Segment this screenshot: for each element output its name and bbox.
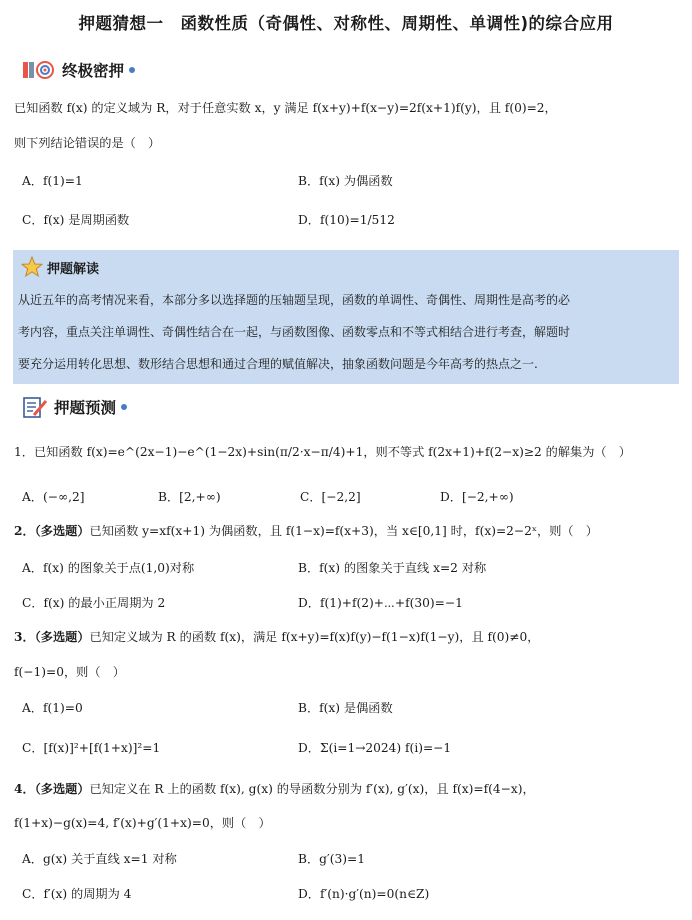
q1-option-c[interactable]: C．[−2,2] bbox=[300, 490, 361, 504]
interpretation-line1: 从近五年的高考情况来看，本部分多以选择题的压轴题呈现，函数的单调性、奇偶性、周期性是高考的必 bbox=[18, 293, 571, 307]
section-dot-icon bbox=[121, 404, 127, 410]
q2-option-d[interactable]: D．f(1)+f(2)+⋯+f(30)=−1 bbox=[298, 596, 463, 610]
q2-number: 2． bbox=[14, 524, 35, 538]
q4-option-c[interactable]: C．f′(x) 的周期为 4 bbox=[22, 887, 132, 901]
q0-option-a[interactable]: A．f(1)=1 bbox=[22, 174, 83, 188]
q4-tag: （多选题） bbox=[34, 782, 90, 796]
q0-option-d[interactable]: D．f(10)=1/512 bbox=[298, 213, 395, 227]
q3-stem-line1 bbox=[14, 629, 539, 645]
q2-stem bbox=[14, 523, 598, 539]
interpretation-label: 押题解读 bbox=[47, 261, 100, 277]
q3-stem-text: 已知定义域为 R 的函数 f(x)，满足 f(x+y)=f(x)f(y)−f(1−x)f(1−y)，且 f(0)≠0， bbox=[89, 630, 540, 644]
q0-stem-line1: 已知函数 f(x) 的定义域为 R，对于任意实数 x，y 满足 f(x+y)+f(x−y)=2f(x+1)f(y)，且 f(0)=2， bbox=[14, 101, 557, 115]
q2-option-a[interactable]: A．f(x) 的图象关于点(1,0)对称 bbox=[22, 561, 195, 575]
q3-option-c[interactable]: C．[f(x)]²+[f(1+x)]²=1 bbox=[22, 741, 161, 755]
q1-stem: 1．已知函数 f(x)=e^(2x−1)−e^(1−2x)+sin(π/2·x−π/4)+1，则不等式 f(2x+1)+f(2−x)≥2 的解集为（ ） bbox=[14, 445, 631, 459]
q1-option-b[interactable]: B．[2,+∞) bbox=[158, 490, 221, 504]
q1-option-d[interactable]: D．[−2,+∞) bbox=[440, 490, 514, 504]
q3-number: 3． bbox=[14, 630, 35, 644]
q2-tag: （多选题） bbox=[34, 524, 90, 538]
section-dot-icon bbox=[129, 67, 135, 73]
notepad-pen-icon bbox=[22, 395, 48, 419]
section-final-label: 终极密押 bbox=[62, 62, 125, 80]
q2-option-c[interactable]: C．f(x) 的最小正周期为 2 bbox=[22, 596, 166, 610]
q4-option-a[interactable]: A．g(x) 关于直线 x=1 对称 bbox=[22, 852, 177, 866]
page-title: 押题猜想一 函数性质（奇偶性、对称性、周期性、单调性)的综合应用 bbox=[78, 14, 614, 33]
q4-stem-line1 bbox=[14, 781, 535, 797]
star-icon bbox=[21, 256, 43, 278]
q4-option-d[interactable]: D．f′(n)·g′(n)=0(n∈Z) bbox=[298, 887, 430, 901]
q4-option-b[interactable]: B．g′(3)=1 bbox=[298, 852, 365, 866]
q3-tag: （多选题） bbox=[34, 630, 90, 644]
interpretation-line3: 要充分运用转化思想、数形结合思想和通过合理的赋值解决，抽象函数问题是今年高考的热点之一. bbox=[18, 357, 538, 371]
q4-stem-line2: f(1+x)−g(x)=4, f′(x)+g′(1+x)=0，则（ ） bbox=[14, 816, 271, 830]
q3-option-a[interactable]: A．f(1)=0 bbox=[22, 701, 83, 715]
section-final-heading bbox=[22, 56, 135, 84]
q2-stem-text: 已知函数 y=xf(x+1) 为偶函数，且 f(1−x)=f(x+3)，当 x∈[0,1] 时，f(x)=2−2ˣ，则（ ） bbox=[89, 524, 598, 538]
section-predict-heading bbox=[22, 393, 127, 421]
q0-option-b[interactable]: B．f(x) 为偶函数 bbox=[298, 174, 393, 188]
q0-stem-line2: 则下列结论错误的是（ ） bbox=[14, 136, 161, 150]
interpretation-panel bbox=[13, 250, 679, 384]
q3-option-b[interactable]: B．f(x) 是偶函数 bbox=[298, 701, 393, 715]
q0-option-c[interactable]: C．f(x) 是周期函数 bbox=[22, 213, 130, 227]
q4-stem-text: 已知定义在 R 上的函数 f(x), g(x) 的导函数分别为 f′(x), g′(x)，且 f(x)=f(4−x)， bbox=[89, 782, 535, 796]
q4-number: 4． bbox=[14, 782, 35, 796]
interpretation-line2: 考内容，重点关注单调性、奇偶性结合在一起，与函数图像、函数零点和不等式相结合进行考查，解题时 bbox=[18, 325, 571, 339]
q2-option-b[interactable]: B．f(x) 的图象关于直线 x=2 对称 bbox=[298, 561, 487, 575]
q1-option-a[interactable]: A．(−∞,2] bbox=[22, 490, 85, 504]
interpretation-heading bbox=[21, 256, 99, 278]
target-icon bbox=[22, 59, 56, 81]
section-predict-label: 押题预测 bbox=[54, 399, 117, 417]
q3-stem-line2: f(−1)=0，则（ ） bbox=[14, 665, 125, 679]
q3-option-d[interactable]: D．Σ(i=1→2024) f(i)=−1 bbox=[298, 741, 452, 755]
